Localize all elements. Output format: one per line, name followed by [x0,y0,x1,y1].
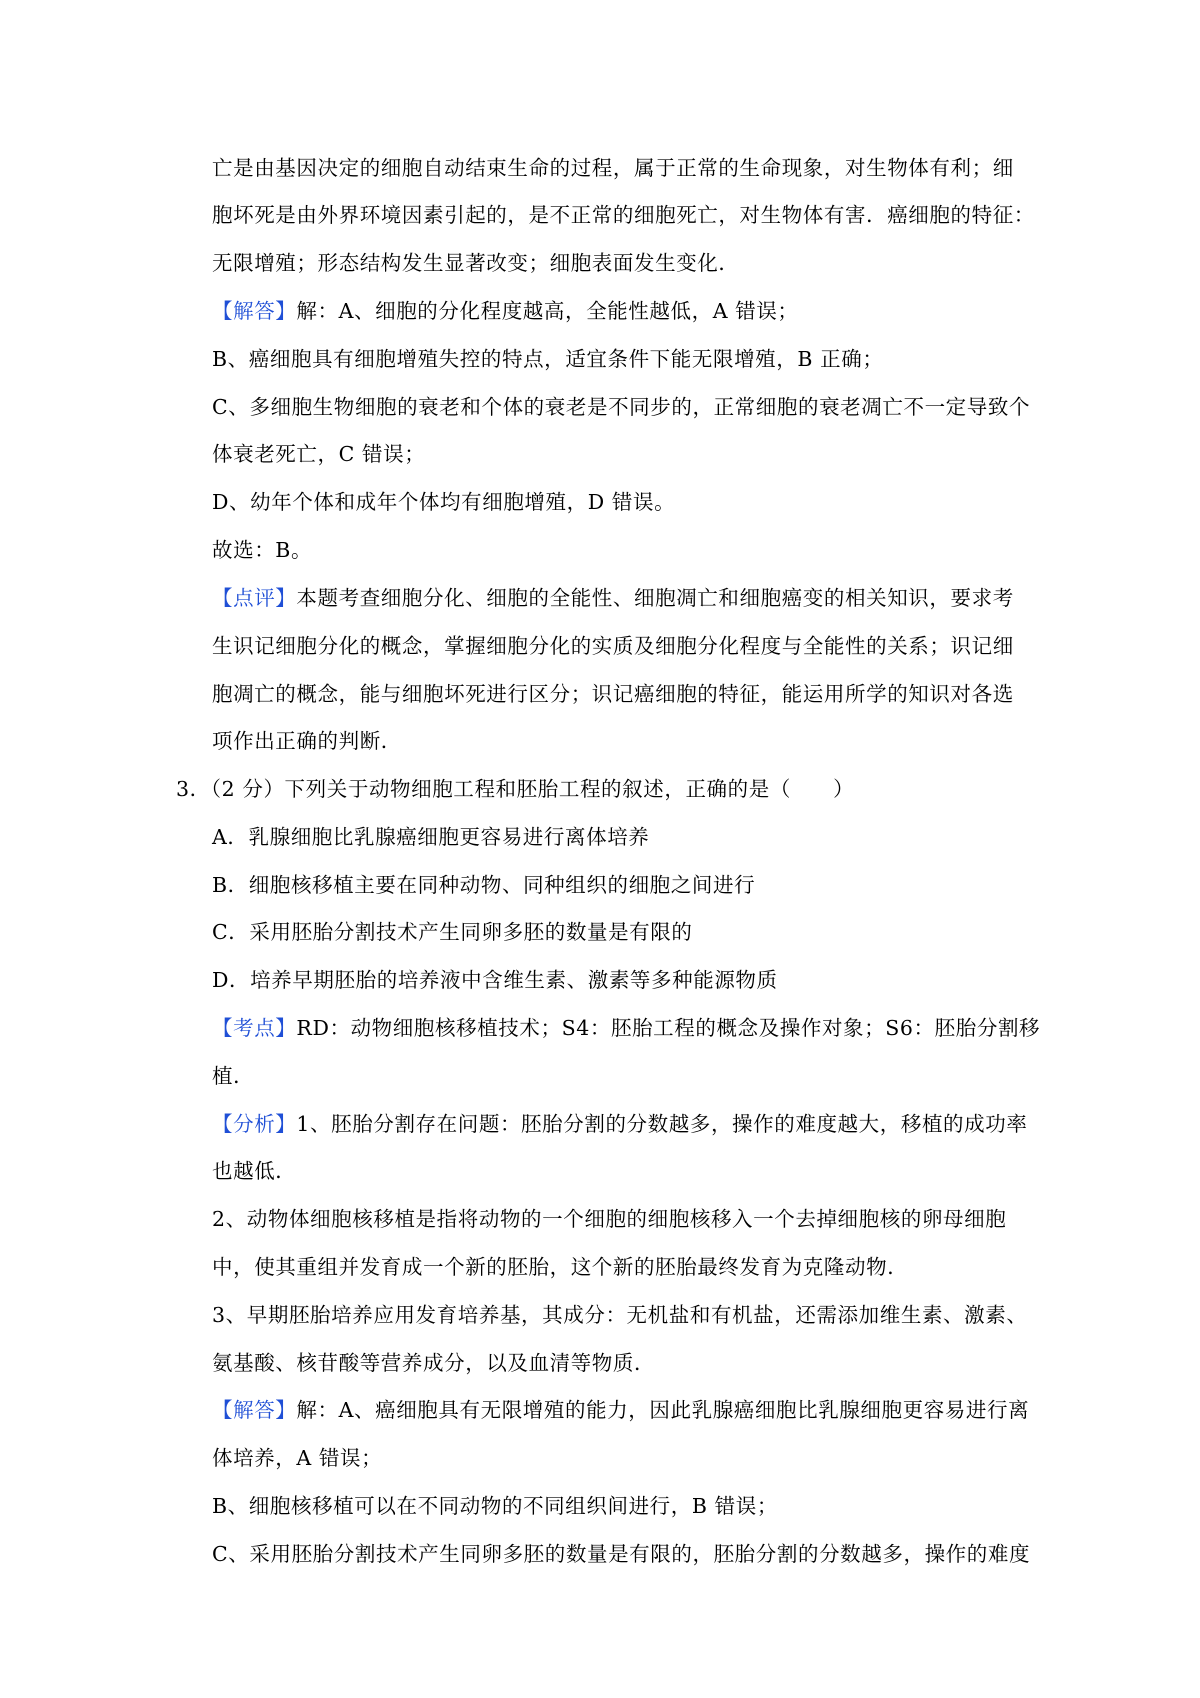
answer-line: C、多细胞生物细胞的衰老和个体的衰老是不同步的，正常细胞的衰老凋亡不一定导致个 [212,395,1031,419]
answer-first-text: 解：A、癌细胞具有无限增殖的能力，因此乳腺癌细胞比乳腺细胞更容易进行离 [296,1398,1030,1422]
analysis-first-text: 1、胚胎分割存在问题：胚胎分割的分数越多，操作的难度越大，移植的成功率 [296,1112,1028,1136]
answer-block-3 [212,1396,1029,1424]
analysis-line: 中，使其重组并发育成一个新的胚胎，这个新的胚胎最终发育为克隆动物． [212,1255,909,1279]
answer-line: 体培养，A 错误； [212,1446,383,1470]
analysis-line-1: 亡是由基因决定的细胞自动结束生命的过程，属于正常的生命现象，对生物体有利；细 [212,156,1014,180]
answer-line: 体衰老死亡，C 错误； [212,442,426,466]
question-stem: 3．（2 分）下列关于动物细胞工程和胚胎工程的叙述，正确的是（ ） [176,777,855,801]
comment-line: 生识记细胞分化的概念，掌握细胞分化的实质及细胞分化程度与全能性的关系；识记细 [212,634,1014,658]
option-d: D．培养早期胚胎的培养液中含维生素、激素等多种能源物质 [212,968,778,992]
analysis-line-2: 胞坏死是由外界环境因素引起的，是不正常的细胞死亡，对生物体有害．癌细胞的特征： [212,203,1035,227]
answer-tag: 【解答】 [212,1398,297,1422]
answer-line: D、幼年个体和成年个体均有细胞增殖，D 错误。 [212,490,676,514]
option-b: B．细胞核移植主要在同种动物、同种组织的细胞之间进行 [212,873,756,897]
comment-tag: 【点评】 [212,586,297,610]
point-line: 植． [212,1064,255,1088]
analysis-line-3: 无限增殖；形态结构发生显著改变；细胞表面发生变化． [212,251,740,275]
answer-line: C、采用胚胎分割技术产生同卵多胚的数量是有限的，胚胎分割的分数越多，操作的难度 [212,1542,1031,1566]
point-tag: 【考点】 [212,1016,297,1040]
comment-line: 胞凋亡的概念，能与细胞坏死进行区分；识记癌细胞的特征，能运用所学的知识对各选 [212,682,1014,706]
answer-block-1 [212,297,799,325]
analysis-line: 也越低． [212,1159,297,1183]
answer-line: B、细胞核移植可以在不同动物的不同组织间进行，B 错误； [212,1494,778,1518]
option-a: A．乳腺细胞比乳腺癌细胞更容易进行离体培养 [212,825,650,849]
analysis-line: 氨基酸、核苷酸等营养成分，以及血清等物质． [212,1351,656,1375]
analysis-line: 3、早期胚胎培养应用发育培养基，其成分：无机盐和有机盐，还需添加维生素、激素、 [212,1303,1028,1327]
option-c: C．采用胚胎分割技术产生同卵多胚的数量是有限的 [212,920,693,944]
comment-first-text: 本题考查细胞分化、细胞的全能性、细胞凋亡和细胞癌变的相关知识，要求考 [296,586,1014,610]
analysis-tag: 【分析】 [212,1112,297,1136]
point-block [212,1014,1040,1042]
answer-first-text: 解：A、细胞的分化程度越高，全能性越低，A 错误； [296,299,799,323]
comment-line: 项作出正确的判断． [212,729,402,753]
answer-line: B、癌细胞具有细胞增殖失控的特点，适宜条件下能无限增殖，B 正确； [212,347,884,371]
analysis-line: 2、动物体细胞核移植是指将动物的一个细胞的细胞核移入一个去掉细胞核的卵母细胞 [212,1207,1007,1231]
point-first-text: RD：动物细胞核移植技术；S4：胚胎工程的概念及操作对象；S6：胚胎分割移 [296,1016,1041,1040]
answer-tag: 【解答】 [212,299,297,323]
comment-block-1 [212,584,1014,612]
answer-choice-line: 故选：B。 [212,538,313,562]
analysis-block [212,1110,1027,1138]
